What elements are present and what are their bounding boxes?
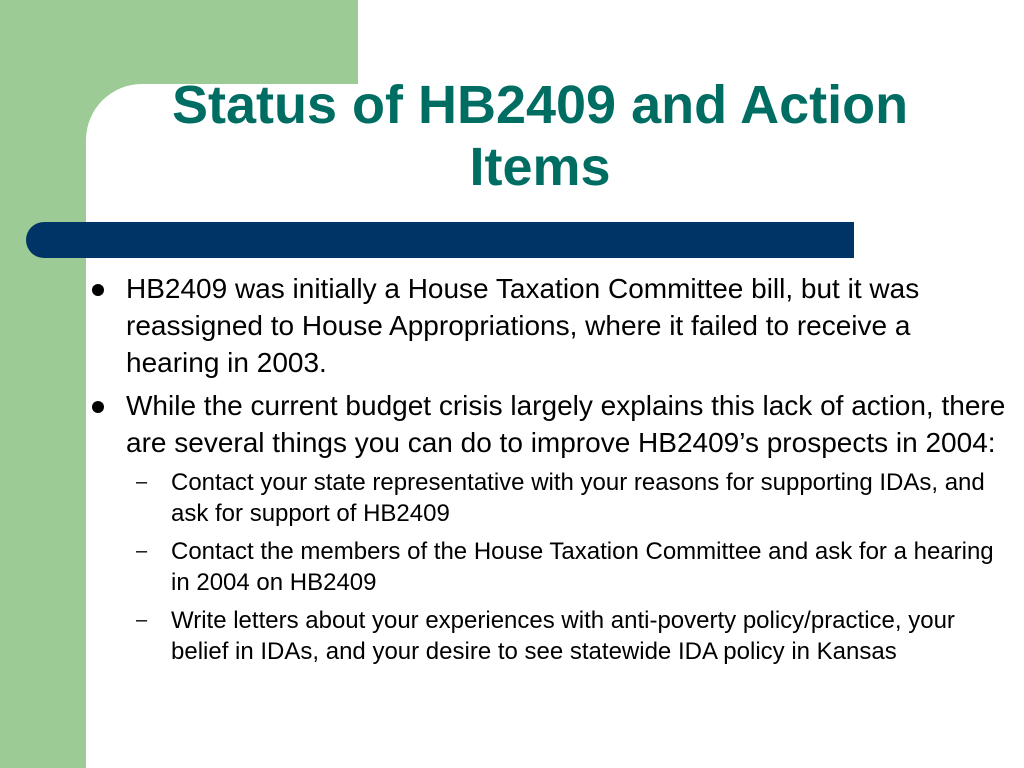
sub-bullet-item: [86, 467, 1006, 529]
slide-title: [100, 74, 980, 198]
dash-icon: –: [136, 609, 148, 631]
slide-title-line-2: Items: [469, 137, 611, 197]
sub-bullet-text: Contact your state representative with your reasons for supporting IDAs, and ask for support of HB2409: [171, 469, 985, 527]
bullet-item: [86, 270, 1006, 381]
bullet-dot-icon: [92, 401, 104, 413]
sub-bullet-list: [86, 467, 1006, 667]
bullet-item: [86, 387, 1006, 461]
bullet-text: HB2409 was initially a House Taxation Committee bill, but it was reassigned to House Appropriations, where it failed to receive a hearing in 2003.: [126, 273, 920, 378]
sub-bullet-text: Write letters about your experiences with anti-poverty policy/practice, your belief in IDAs, and your desire to see statewide IDA policy in Kansas: [171, 607, 955, 665]
bullet-text: While the current budget crisis largely explains this lack of action, there are several things you can do to improve HB2409’s prospects in 2004:: [126, 390, 1006, 458]
title-divider-bar: [26, 222, 854, 258]
dash-icon: –: [136, 471, 148, 493]
sub-bullet-item: [86, 605, 1006, 667]
sub-bullet-text: Contact the members of the House Taxation Committee and ask for a hearing in 2004 on HB2409: [171, 538, 994, 596]
dash-icon: –: [136, 540, 148, 562]
bullet-list: [86, 270, 1006, 674]
sub-bullet-item: [86, 536, 1006, 598]
slide-title-line-1: Status of HB2409 and Action: [171, 75, 909, 135]
bullet-dot-icon: [92, 284, 104, 296]
